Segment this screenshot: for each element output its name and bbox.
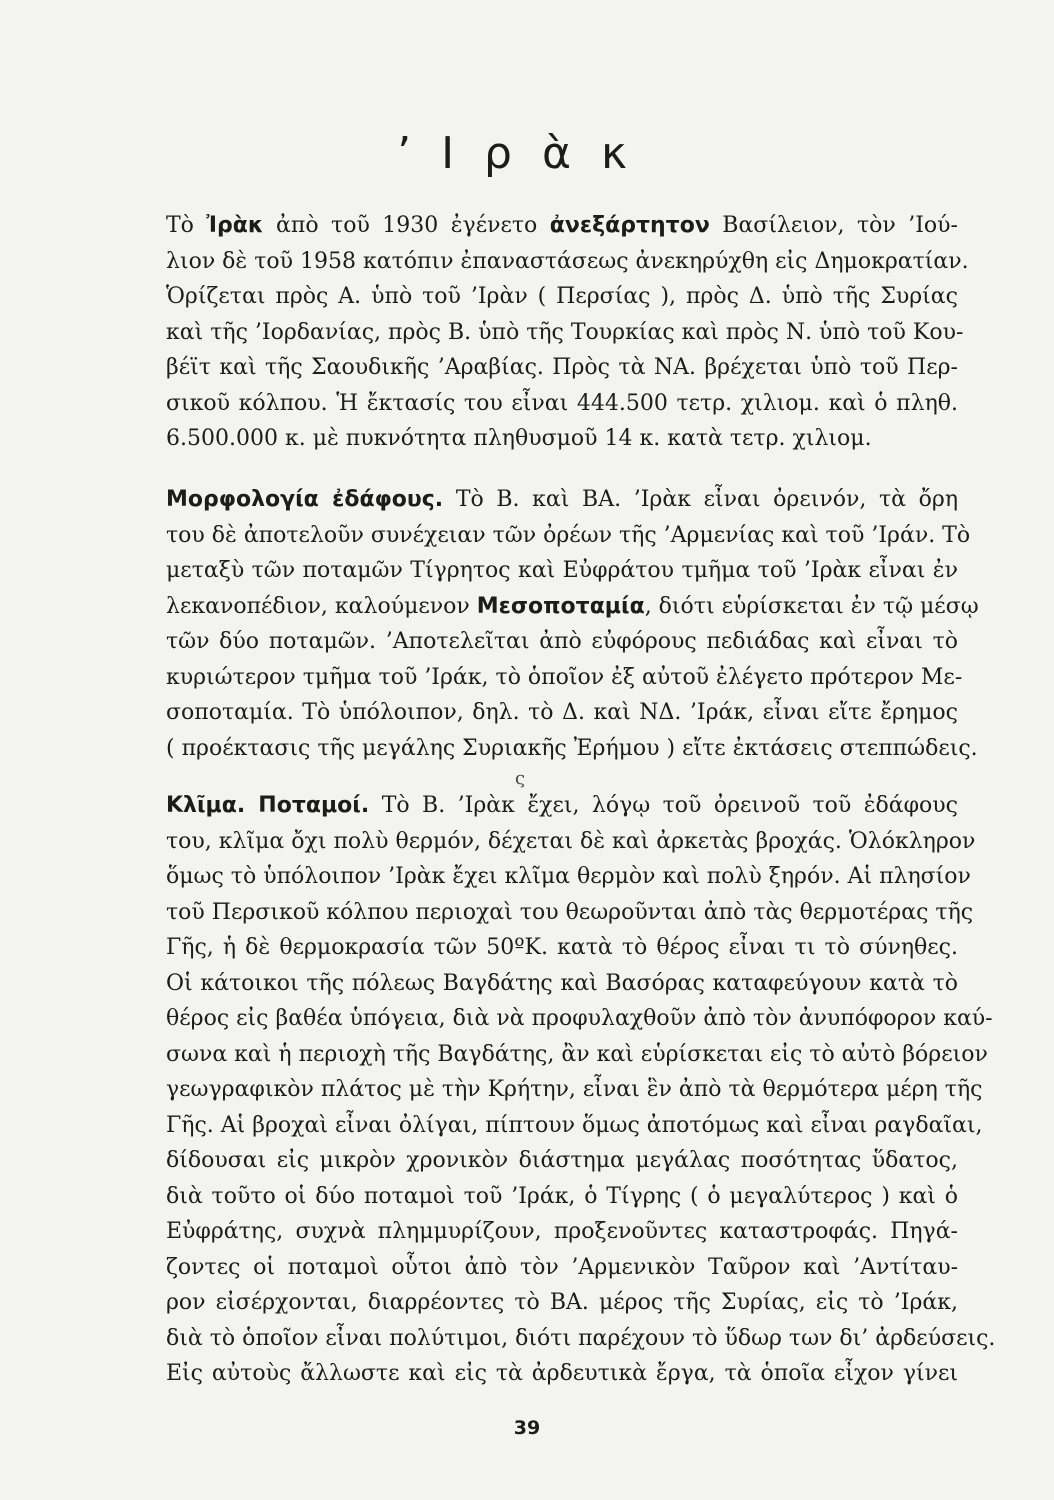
paragraph-climate: [166, 788, 996, 1392]
text-line: θέρος εἰς βαθέα ὑπόγεια, διὰ νὰ προφυλαχθοῦν ἀπὸ τὸν ἀνυπόφορον καύ-: [166, 1006, 993, 1031]
text-line: διὰ τὸ ὁποῖον εἶναι πολύτιμοι, διότι παρέχουν τὸ ὕδωρ των δι’ ἀρδεύσεις.: [166, 1325, 996, 1351]
paragraph-morphology: [166, 482, 979, 766]
text-line: Τὸ Ἰρὰκ ἀπὸ τοῦ 1930 ἐγένετο ἀνεξάρτητον Βασίλειον, τὸν ’Ιού-: [166, 213, 958, 238]
text-line: τοῦ Περσικοῦ κόλπου περιοχαὶ του θεωροῦνται ἀπὸ τὰς θερμοτέρας τῆς: [166, 899, 974, 925]
paragraph-intro: [166, 208, 969, 457]
text-line: σωνα καὶ ἡ περιοχὴ τῆς Βαγδάτης, ἂν καὶ εὑρίσκεται εἰς τὸ αὐτὸ βόρειον: [166, 1041, 988, 1067]
margin-mark: ς: [515, 768, 526, 789]
text-line: σικοῦ κόλπου. Ἡ ἔκτασίς του εἶναι 444.500 τετρ. χιλιομ. καὶ ὁ πληθ.: [166, 390, 958, 416]
text-line: του, κλῖμα ὄχι πολὺ θερμόν, δέχεται δὲ καὶ ἀρκετὰς βροχάς. Ὁλόκληρον: [166, 828, 976, 854]
text-line: καὶ τῆς ’Ιορδανίας, πρὸς Β. ὑπὸ τῆς Τουρκίας καὶ πρὸς Ν. ὑπὸ τοῦ Κου-: [166, 319, 964, 345]
page-number: 39: [513, 1417, 541, 1439]
text-line: του δὲ ἀποτελοῦν συνέχειαν τῶν ὀρέων τῆς ’Αρμενίας καὶ τοῦ ’Ιράν. Τὸ: [166, 522, 971, 548]
section-heading-climate: Κλῖμα. Ποταμοί.: [166, 793, 370, 818]
text-line: Εὐφράτης, συχνὰ πλημμυρίζουν, προξενοῦντες καταστροφάς. Πηγά-: [166, 1219, 958, 1244]
text-line: Μορφολογία ἐδάφους. Τὸ Β. καὶ ΒΑ. ’Ιρὰκ εἶναι ὀρεινόν, τὰ ὄρη: [166, 487, 959, 512]
text-line: Γῆς, ἡ δὲ θερμοκρασία τῶν 50ºΚ. κατὰ τὸ θέρος εἶναι τι τὸ σύνηθες.: [166, 935, 958, 960]
text-line: Ὁρίζεται πρὸς Α. ὑπὸ τοῦ ’Ιρὰν ( Περσίας ), πρὸς Δ. ὑπὸ τῆς Συρίας: [166, 284, 958, 309]
text-line: τῶν δύο ποταμῶν. ’Αποτελεῖται ἀπὸ εὐφόρους πεδιάδας καὶ εἶναι τὸ: [166, 629, 958, 654]
text-line: σοποταμία. Τὸ ὑπόλοιπον, δηλ. τὸ Δ. καὶ ΝΔ. ’Ιράκ, εἶναι εἴτε ἔρημος: [166, 700, 958, 725]
text-line: ( προέκτασις τῆς μεγάλης Συριακῆς Ἐρήμου ) εἴτε ἐκτάσεις στεππώδεις.: [166, 735, 978, 761]
text-line: Γῆς. Αἱ βροχαὶ εἶναι ὀλίγαι, πίπτουν ὅμως ἀποτόμως καὶ εἶναι ραγδαῖαι,: [166, 1112, 983, 1138]
text-line: ρον εἰσέρχονται, διαρρέοντες τὸ ΒΑ. μέρος τῆς Συρίας, εἰς τὸ ’Ιράκ,: [166, 1290, 958, 1315]
text-line: κυριώτερον τμῆμα τοῦ ’Ιράκ, τὸ ὁποῖον ἐξ αὐτοῦ ἐλέγετο πρότερον Με-: [166, 664, 963, 690]
page-title: ’Ιρὰκ: [397, 128, 657, 179]
text-line: λιον δὲ τοῦ 1958 κατόπιν ἐπαναστάσεως ἀνεκηρύχθη εἰς Δημοκρατίαν.: [166, 248, 969, 274]
text-line: 6.500.000 κ. μὲ πυκνότητα πληθυσμοῦ 14 κ. κατὰ τετρ. χιλιομ.: [166, 426, 872, 451]
text-line: ζοντες οἱ ποταμοὶ οὗτοι ἀπὸ τὸν ’Αρμενικὸν Ταῦρον καὶ ’Αντίταυ-: [166, 1254, 958, 1280]
text-line: δίδουσαι εἰς μικρὸν χρονικὸν διάστημα μεγάλας ποσότητας ὕδατος,: [166, 1148, 958, 1173]
text-line: Κλῖμα. Ποταμοί. Τὸ Β. ’Ιρὰκ ἔχει, λόγῳ τοῦ ὀρεινοῦ τοῦ ἐδάφους: [166, 793, 958, 818]
text-line: Οἱ κάτοικοι τῆς πόλεως Βαγδάτης καὶ Βασόρας καταφεύγουν κατὰ τὸ: [166, 970, 958, 996]
section-heading-morphology: Μορφολογία ἐδάφους.: [166, 487, 444, 512]
text-line: ὅμως τὸ ὑπόλοιπον ’Ιρὰκ ἔχει κλῖμα θερμὸν καὶ πολὺ ξηρόν. Αἱ πλησίον: [166, 864, 971, 889]
text-line: βέϊτ καὶ τῆς Σαουδικῆς ’Αραβίας. Πρὸς τὰ ΝΑ. βρέχεται ὑπὸ τοῦ Περ-: [166, 355, 958, 380]
text-line: γεωγραφικὸν πλάτος μὲ τὴν Κρήτην, εἶναι ἓν ἀπὸ τὰ θερμότερα μέρη τῆς: [166, 1077, 983, 1102]
text-line: μεταξὺ τῶν ποταμῶν Τίγρητος καὶ Εὐφράτου τμῆμα τοῦ ’Ιρὰκ εἶναι ἐν: [166, 558, 958, 583]
text-line: Εἰς αὐτοὺς ἄλλωστε καὶ εἰς τὰ ἀρδευτικὰ ἔργα, τὰ ὁποῖα εἶχον γίνει: [166, 1361, 958, 1386]
text-line: διὰ τοῦτο οἱ δύο ποταμοὶ τοῦ ’Ιράκ, ὁ Τίγρης ( ὁ μεγαλύτερος ) καὶ ὁ: [166, 1183, 958, 1209]
text-line: λεκανοπέδιον, καλούμενον Μεσοποταμία, διότι εὑρίσκεται ἐν τῷ μέσῳ: [166, 593, 979, 619]
